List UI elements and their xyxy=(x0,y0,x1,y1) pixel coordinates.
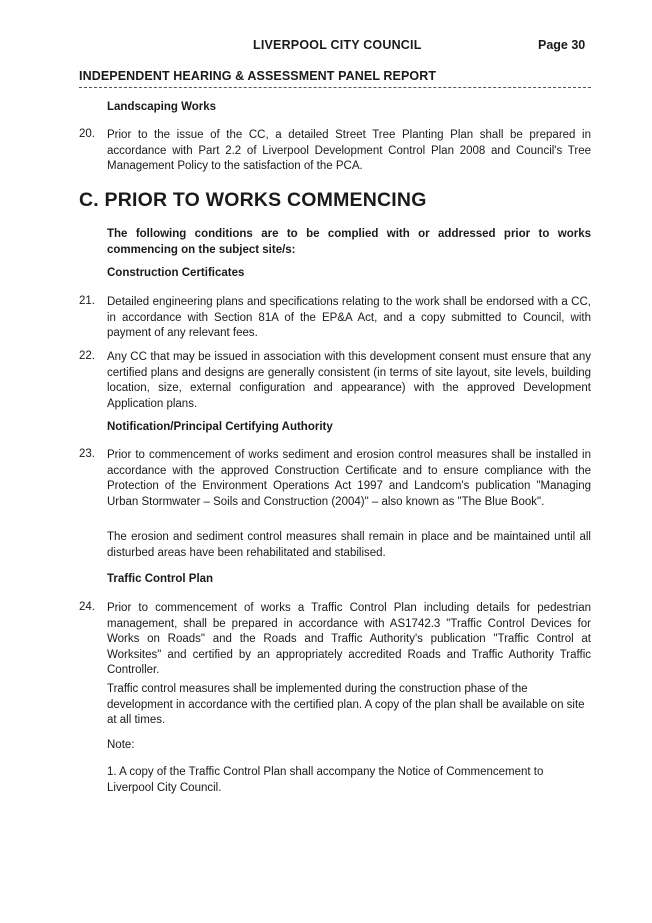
section-c-title: C. PRIOR TO WORKS COMMENCING xyxy=(79,189,427,211)
condition-24-text-2: Traffic control measures shall be implemented during the construction phase of the development in accordance with the certified plan. A copy of the plan shall be available on site at all times. xyxy=(107,683,585,726)
condition-22-text: Any CC that may be issued in association with this development consent must ensure that any certified plans and designs are generally consistent (in terms of site layout, site levels, building location, size, external configuration and appearance) with the approved Development Application plans. xyxy=(107,351,591,410)
condition-24-number: 24. xyxy=(79,601,95,613)
section-c-intro: The following conditions are to be complied with or addressed prior to works commencing on the subject site/s: xyxy=(107,228,591,256)
condition-21-text: Detailed engineering plans and specifications relating to the work shall be endorsed with a CC, in accordance with Section 81A of the EP&A Act, and a copy submitted to Council, with payment of any relevant fees. xyxy=(107,296,591,339)
condition-23-text: Prior to commencement of works sediment and erosion control measures shall be installed in accordance with the approved Construction Certificate and to ensure compliance with the Protection of the Environment Operations Act 1997 and Landcom's publication "Managing Urban Stormwater – Soils and Construction (2004)" – also known as "The Blue Book". xyxy=(107,449,591,508)
condition-20-number: 20. xyxy=(79,128,95,140)
landscaping-heading: Landscaping Works xyxy=(107,101,217,113)
condition-20-text: Prior to the issue of the CC, a detailed Street Tree Planting Plan shall be prepared in accordance with Part 2.2 of Liverpool Development Control Plan 2008 and Council's Tree Management Policy to the satisfaction of the PCA. xyxy=(107,129,591,172)
page-number: Page 30 xyxy=(538,38,586,52)
construction-certificates-heading: Construction Certificates xyxy=(107,267,245,279)
condition-23-number: 23. xyxy=(79,448,95,460)
condition-23-text-2: The erosion and sediment control measures shall remain in place and be maintained until all disturbed areas have been rehabilitated and stabilised. xyxy=(107,531,591,559)
condition-22-number: 22. xyxy=(79,350,95,362)
report-title: INDEPENDENT HEARING & ASSESSMENT PANEL REPORT xyxy=(79,69,437,83)
header-divider xyxy=(79,87,591,88)
council-name: LIVERPOOL CITY COUNCIL xyxy=(253,38,422,52)
condition-24-text: Prior to commencement of works a Traffic Control Plan including details for pedestrian management, shall be prepared in accordance with AS1742.3 "Traffic Control Devices for Works on Roads" and the Roads and Traffic Authority's publication "Traffic Control at Worksites" and certified by an appropriately accredited Roads and Traffic Authority Traffic Controller. xyxy=(107,602,591,676)
note-item-1: 1. A copy of the Traffic Control Plan shall accompany the Notice of Commencement to Liverpool City Council. xyxy=(107,766,544,794)
notification-heading: Notification/Principal Certifying Authority xyxy=(107,421,333,433)
condition-21-number: 21. xyxy=(79,295,95,307)
traffic-control-heading: Traffic Control Plan xyxy=(107,573,214,585)
note-label: Note: xyxy=(107,739,135,751)
